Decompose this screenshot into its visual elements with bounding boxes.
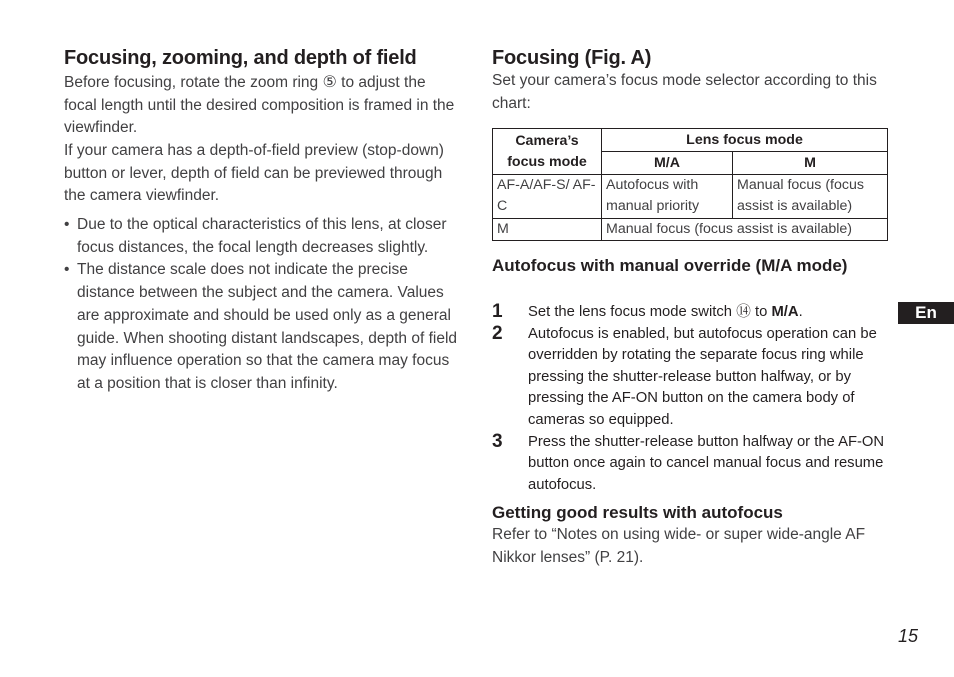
notes-list <box>64 214 462 396</box>
table-cell-mode: M <box>493 219 602 241</box>
table-row <box>493 175 888 219</box>
bullet-mark: • <box>64 216 70 233</box>
list-item-text: Due to the optical characteristics of this lens, at closer focus distances, the focal length decreases slightly. <box>77 216 447 256</box>
zoom-ring-ref: ⑤ <box>322 74 337 91</box>
step-number: 1 <box>492 301 503 322</box>
list-item <box>64 214 462 259</box>
steps-list <box>492 302 890 496</box>
table-row <box>493 219 888 241</box>
intro-paragraph <box>64 72 462 140</box>
table-cell-mode: AF-A/AF-S/ AF-C <box>493 175 602 219</box>
table-subheader-m: M <box>733 152 888 175</box>
table-header-lens-mode: Lens focus mode <box>602 129 888 152</box>
step-item <box>492 432 890 497</box>
subheading-autofocus-results: Getting good results with autofocus <box>492 503 783 522</box>
language-tab: En <box>898 302 954 324</box>
bullet-mark: • <box>64 261 70 279</box>
section-heading-focusing-zooming: Focusing, zooming, and depth of field <box>64 47 417 69</box>
dof-paragraph: If your camera has a depth-of-field preview (stop-down) button or lever, depth of field can be previewed through the camera viewfinder. <box>64 142 444 205</box>
step-text: Set the lens focus mode switch <box>528 304 737 320</box>
step-number: 3 <box>492 430 503 452</box>
autofocus-results-text: Refer to “Notes on using wide- or super wide-angle AF Nikkor lenses” (P. 21). <box>492 526 866 566</box>
intro-text-1: Before focusing, rotate the zoom ring <box>64 74 323 91</box>
table-cell-m: Manual focus (focus assist is available) <box>733 175 888 219</box>
step-text: . <box>798 304 803 320</box>
page-number: 15 <box>898 626 919 646</box>
list-item <box>64 259 462 395</box>
focus-mode-table <box>492 128 888 241</box>
focus-switch-ref: ⑭ <box>736 304 751 320</box>
step-text: Autofocus is enabled, but autofocus operation can be overridden by rotating the separate focus ring while pressing the shutter-release button halfway, or by pressing the AF-ON button on the camera body of cameras so equipped. <box>528 325 877 428</box>
table-header-camera-mode: Camera’s focus mode <box>493 129 602 175</box>
step-bold-mode: M/A <box>771 304 799 320</box>
list-item-text: The distance scale does not indicate the precise distance between the subject and the camera. Values are approximate and should be used only as a general guide. When shooting distant landscapes, depth of field may influence operation so that the camera may focus at a position that is closer than infinity. <box>77 261 458 392</box>
step-text: Press the shutter-release button halfway or the AF-ON button once again to cancel manual focus and resume autofocus. <box>528 433 885 493</box>
step-item <box>492 324 890 432</box>
step-item <box>492 302 890 324</box>
section-heading-focusing: Focusing (Fig. A) <box>492 47 652 69</box>
table-subheader-ma: M/A <box>602 152 733 175</box>
table-cell-ma: Autofocus with manual priority <box>602 175 733 219</box>
step-text: to <box>750 304 772 320</box>
intro-text-2: to adjust the focal length until the desired composition is framed in the viewfinder. <box>64 74 455 137</box>
table-cell-merged: Manual focus (focus assist is available) <box>602 219 888 241</box>
subheading-manual-override: Autofocus with manual override (M/A mode) <box>492 256 848 275</box>
focusing-intro: Set your camera’s focus mode selector according to this chart: <box>492 72 877 112</box>
step-number: 2 <box>492 322 503 344</box>
